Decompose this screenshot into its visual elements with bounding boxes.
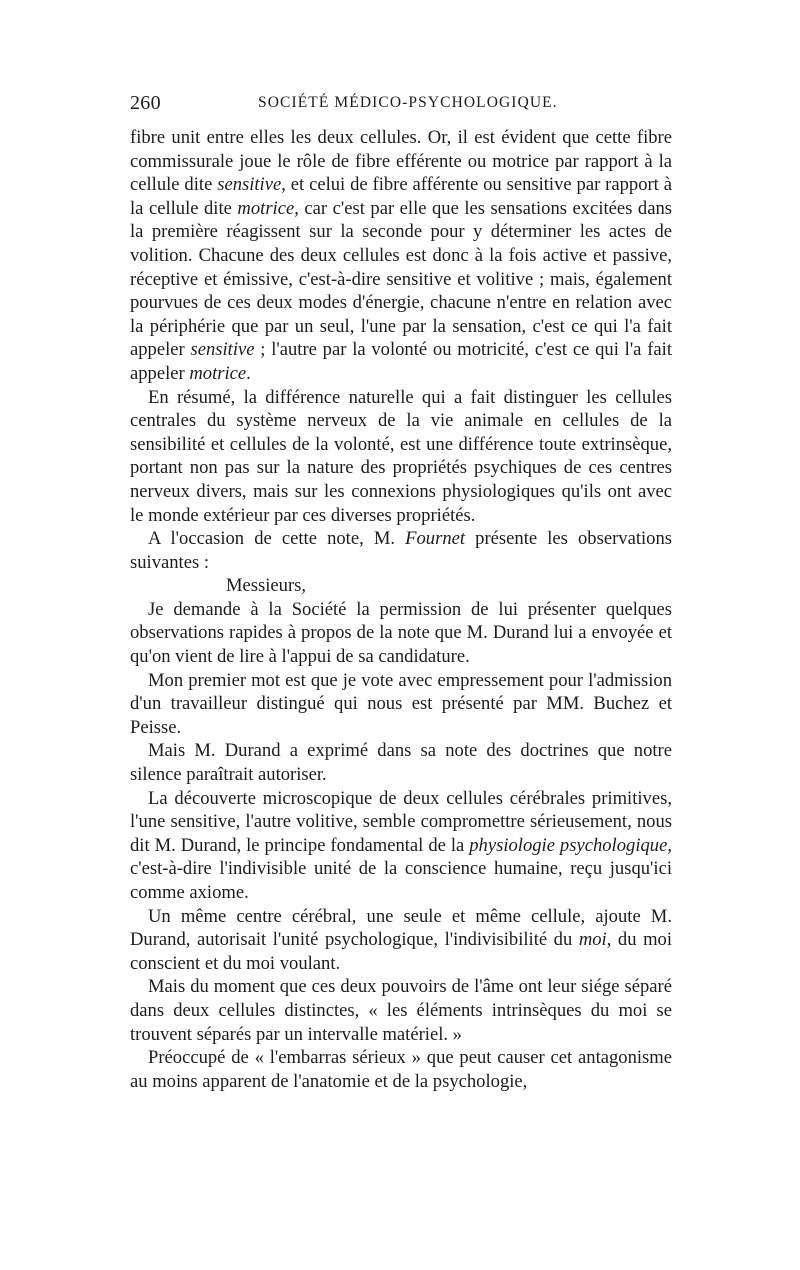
- paragraph: [130, 598, 672, 669]
- paragraph-text: Préoccupé de « l'embarras sérieux » que peut causer cet antagonisme au moins apparent de l'anatomie et de la psychologie,: [130, 1047, 672, 1092]
- page-number: 260: [130, 92, 161, 114]
- paragraph-text: , du moi conscient et du moi voulant.: [130, 929, 672, 974]
- paragraph-text: présente les observations suivantes :: [130, 528, 672, 573]
- italic-text: motrice: [237, 197, 295, 219]
- italic-text: motrice: [189, 362, 247, 384]
- running-title: SOCIÉTÉ MÉDICO-PSYCHOLOGIQUE.: [258, 94, 558, 111]
- body-text: [130, 126, 672, 1093]
- paragraph-text: , et celui de fibre afférente ou sensitive par rapport à la cellule dite: [130, 174, 672, 219]
- paragraph-text: Un même centre cérébral, une seule et même cellule, ajoute M. Durand, autorisait l'unité psychologique, l'indivisibilité du: [130, 905, 672, 951]
- paragraph: [130, 126, 672, 386]
- paragraph-text: Je demande à la Société la permission de lui présenter quelques observations rapides à propos de la note que M. Durand lui a envoyée et qu'on vient de lire à l'appui de sa candidature.: [130, 598, 672, 668]
- italic-text: sensitive: [217, 174, 282, 196]
- paragraph-text: Mais du moment que ces deux pouvoirs de l'âme ont leur siége séparé dans deux cellules distinctes, « les éléments intrinsèques du moi se trouvent séparés par un intervalle matériel. »: [130, 976, 672, 1045]
- paragraph-text: Mon premier mot est que je vote avec empressement pour l'admission d'un travailleur distingué qui nous est présenté par MM. Buchez et Peisse.: [130, 669, 672, 738]
- paragraph: [130, 739, 672, 786]
- paragraph-text: La découverte microscopique de deux cellules cérébrales primitives, l'une sensitive, l'autre volitive, semble compromettre sérieusement, nous dit M. Durand, le principe fondamental de la: [130, 787, 672, 856]
- paragraph-text: , c'est-à-dire l'indivisible unité de la conscience humaine, reçu jusqu'ici comme axiome.: [130, 834, 672, 903]
- italic-text: sensitive: [190, 339, 255, 361]
- paragraph: [130, 1046, 672, 1093]
- paragraph-text: .: [246, 362, 251, 384]
- paragraph-text: Mais M. Durand a exprimé dans sa note des doctrines que notre silence paraîtrait autoriser.: [130, 740, 672, 786]
- paragraph: [130, 527, 672, 574]
- paragraph-text: A l'occasion de cette note, M.: [148, 528, 406, 550]
- paragraph: [130, 386, 672, 528]
- paragraph: [130, 669, 672, 740]
- italic-text: Fournet: [405, 528, 466, 550]
- paragraph: [130, 574, 672, 598]
- paragraph: [130, 975, 672, 1046]
- paragraph-text: Messieurs,: [226, 575, 307, 597]
- paragraph: [130, 905, 672, 976]
- paragraph-text: ; l'autre par la volonté ou motricité, c'est ce qui l'a fait appeler: [130, 339, 672, 384]
- paragraph-text: fibre unit entre elles les deux cellules. Or, il est évident que cette fibre commissurale joue le rôle de fibre efférente ou motrice par rapport à la cellule dite: [130, 127, 672, 196]
- paragraph-text: En résumé, la différence naturelle qui a fait distinguer les cellules centrales du système nerveux de la vie animale en cellules de la sensibilité et cellules de la volonté, est une différence toute extrinsèque, portant non pas sur la nature des propriétés psychiques de ces centres nerveux divers, mais sur les connexions physiologiques qu'ils ont avec le monde extérieur par ces diverses propriétés.: [130, 386, 672, 526]
- paragraph: [130, 787, 672, 905]
- italic-text: physiologie psychologique: [469, 834, 668, 856]
- italic-text: moi: [578, 929, 607, 951]
- paragraph-text: , car c'est par elle que les sensations excitées dans la première réagissent sur la seconde pour y déterminer les actes de volition. Chacune des deux cellules est donc à la fois active et passive, réceptive et émissive, c'est-à-dire sensitive et volitive ; mais, également pourvues de ces deux modes d'énergie, chacune n'entre en relation avec la périphérie que par un seul, l'une par la sensation, c'est ce qui l'a fait appeler: [130, 197, 672, 361]
- running-head: [130, 92, 672, 122]
